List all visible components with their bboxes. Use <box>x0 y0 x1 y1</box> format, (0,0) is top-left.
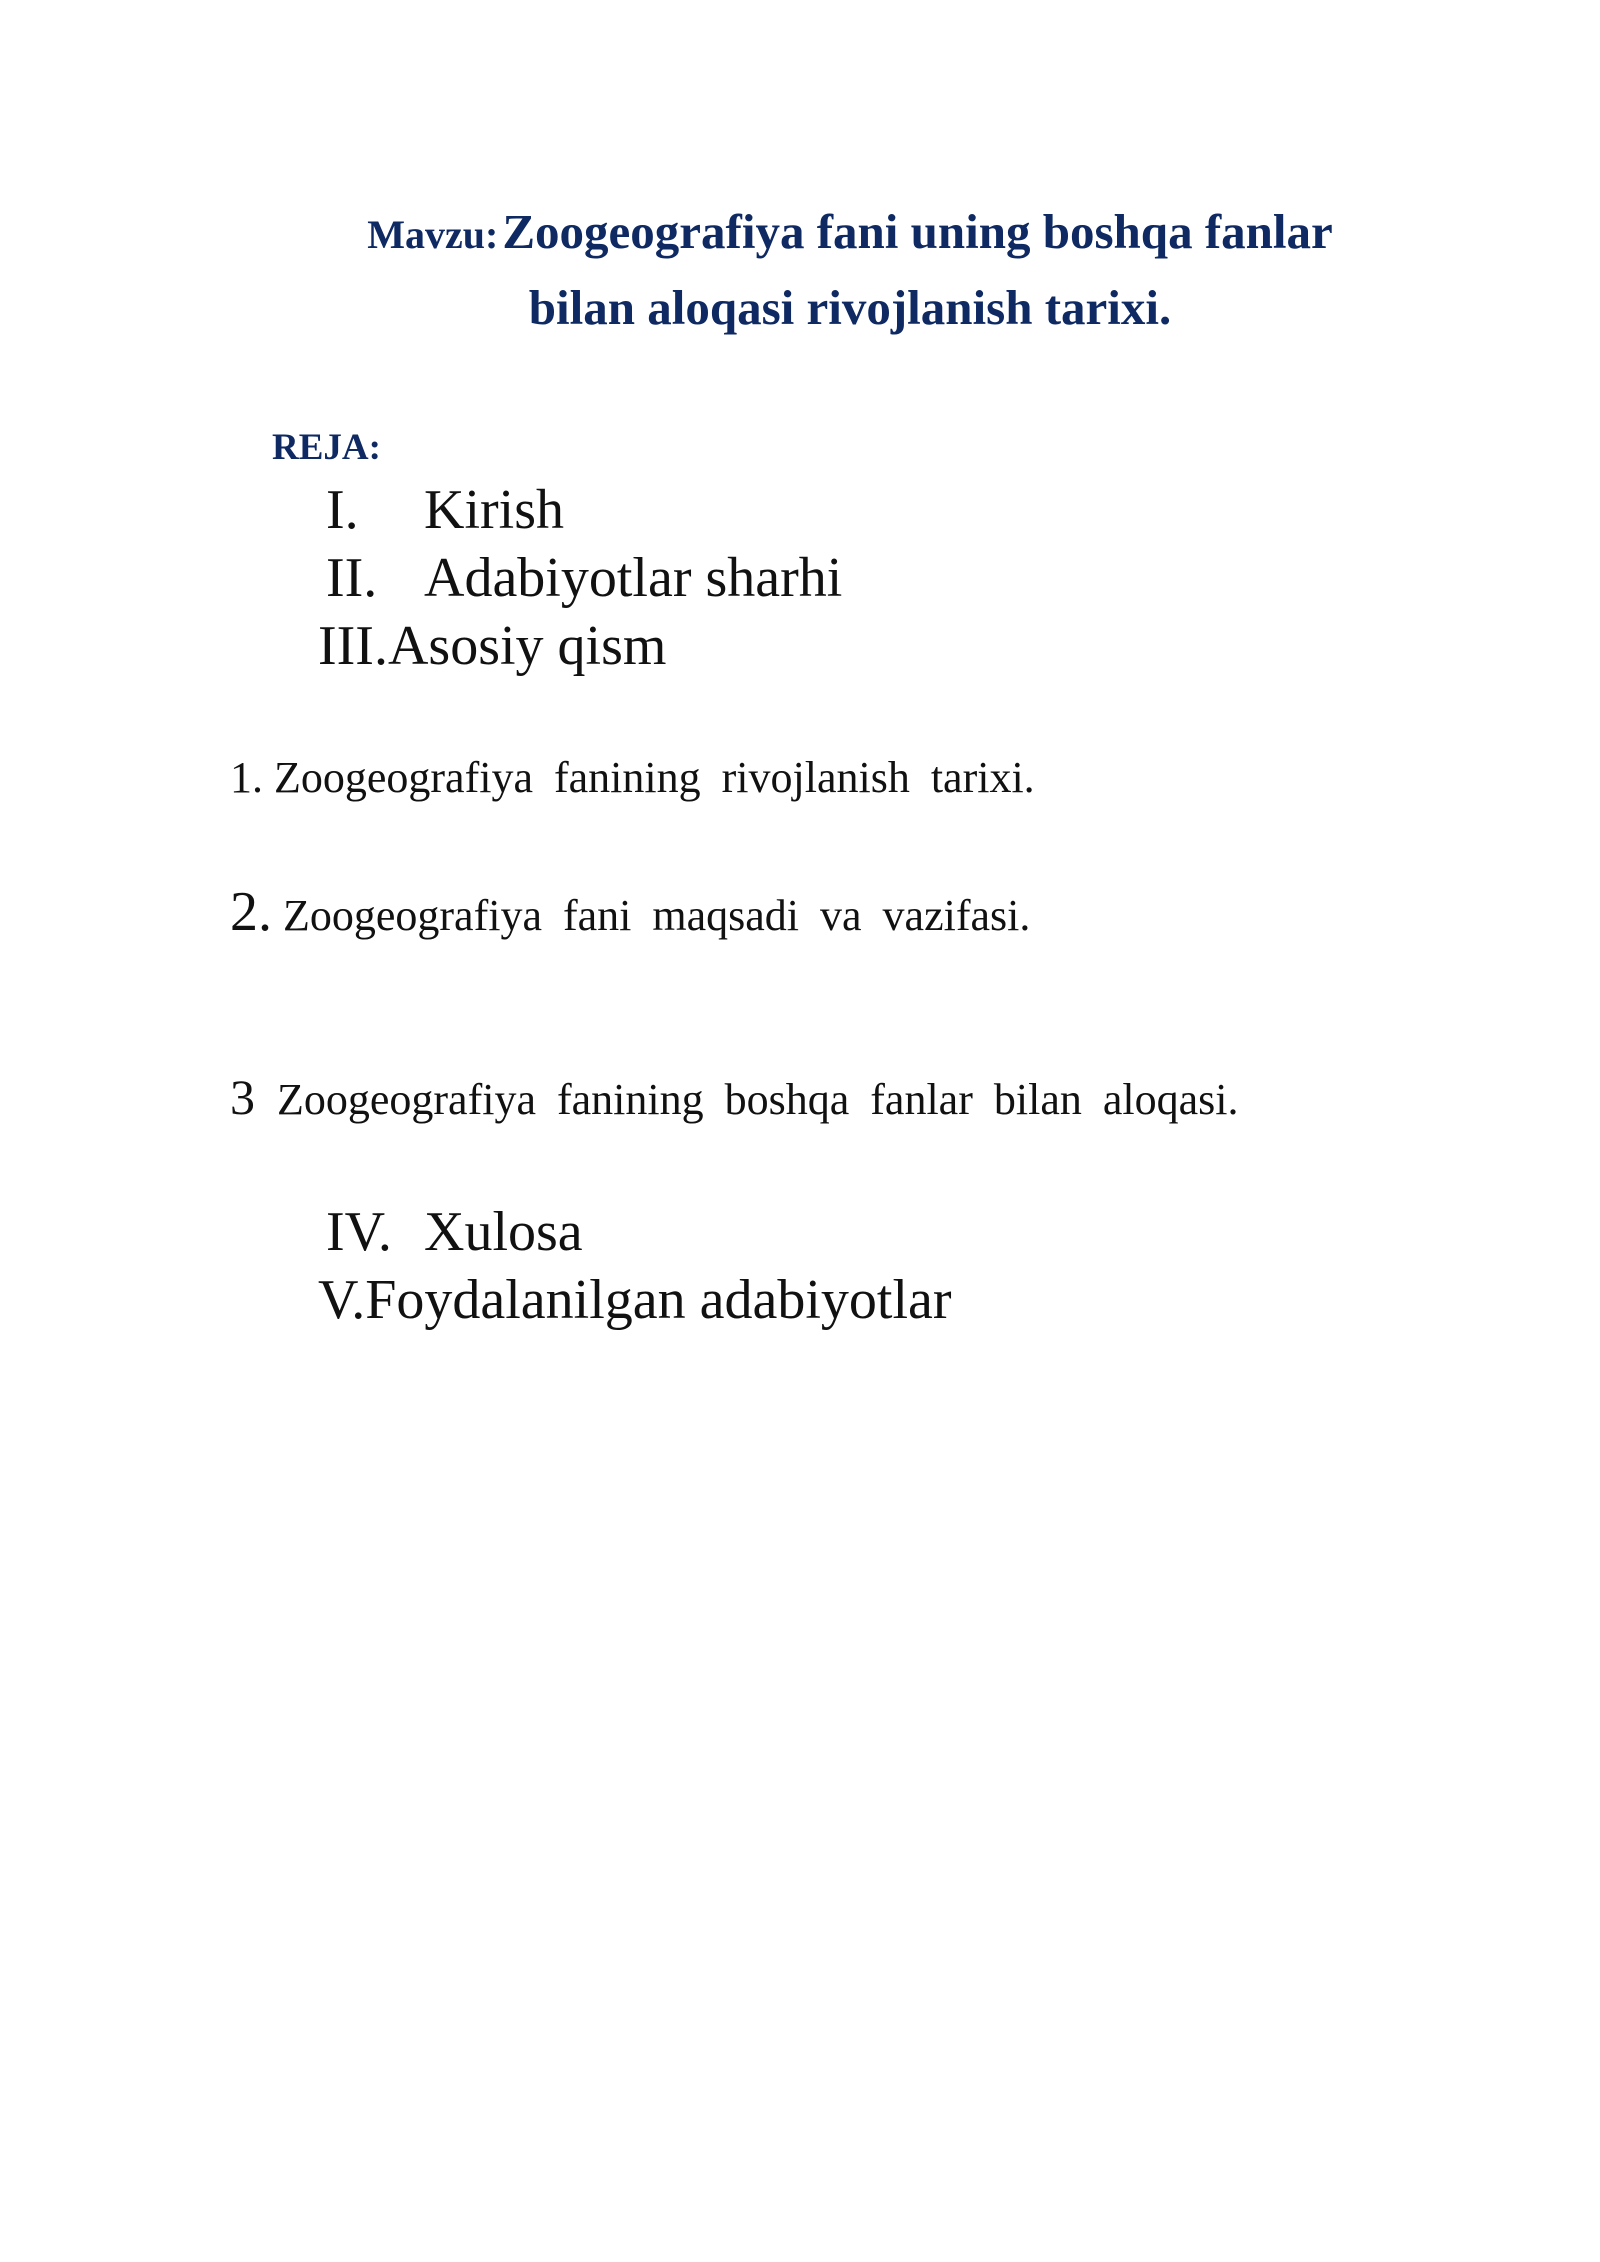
sub-item-number: 1. <box>230 753 263 802</box>
sub-item <box>230 880 1030 944</box>
plan-item-number: V. <box>318 1269 366 1331</box>
sub-item <box>230 752 1035 803</box>
plan-item-number: III. <box>318 615 388 677</box>
sub-item-text: Zoogeografiya fani maqsadi va vazifasi. <box>283 891 1031 940</box>
sub-item-text: Zoogeografiya fanining rivojlanish tarixi. <box>274 753 1035 802</box>
plan-item-text: Xulosa <box>424 1201 583 1263</box>
sub-item-text: Zoogeografiya fanining boshqa fanlar bilan aloqasi. <box>277 1075 1239 1124</box>
plan-heading: REJA: <box>272 427 381 468</box>
plan-item-number: I. <box>326 479 359 541</box>
plan-item-introduction <box>326 478 564 542</box>
plan-item-number: IV. <box>326 1201 392 1263</box>
plan-item-text: Asosiy qism <box>387 615 667 677</box>
title-line-2: bilan aloqasi rivojlanish tarixi. <box>528 280 1172 335</box>
sub-item <box>230 1068 1238 1126</box>
sub-item-number: 2. <box>230 881 272 943</box>
plan-item-text: Foydalanilgan adabiyotlar <box>365 1269 952 1331</box>
plan-item-conclusion <box>326 1200 583 1264</box>
title-label: Mavzu: <box>367 212 499 257</box>
plan-item-references <box>318 1268 952 1332</box>
document-title <box>220 200 1480 352</box>
plan-item-text: Adabiyotlar sharhi <box>424 547 843 609</box>
plan-item-literature-review <box>326 546 842 610</box>
plan-item-number: II. <box>326 547 378 609</box>
sub-item-number: 3 <box>230 1069 255 1125</box>
title-line-1: Zoogeografiya fani uning boshqa fanlar <box>502 204 1333 259</box>
plan-item-main-part <box>318 614 666 678</box>
plan-item-text: Kirish <box>424 479 564 541</box>
